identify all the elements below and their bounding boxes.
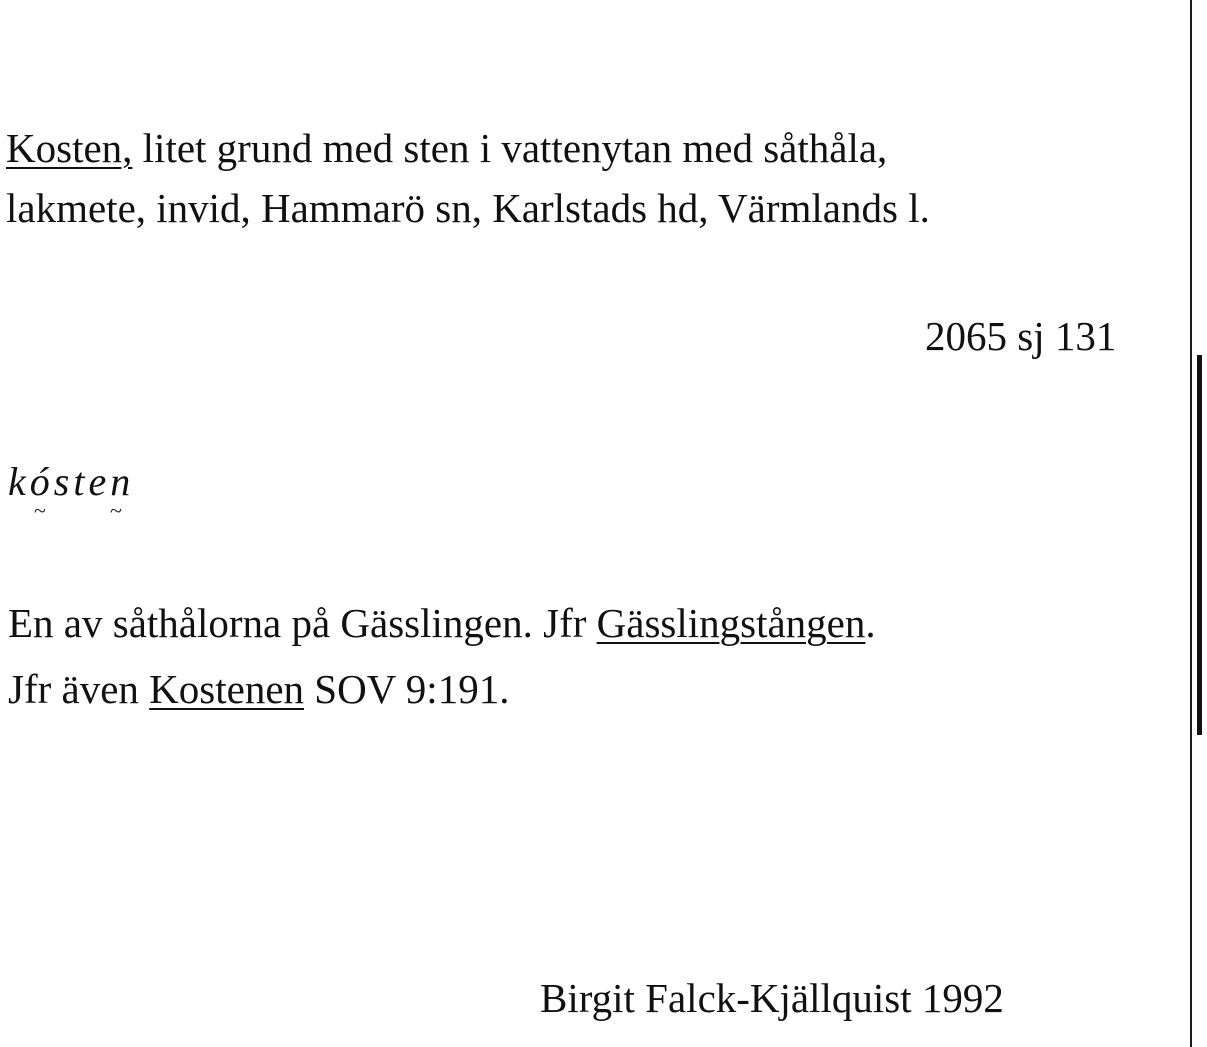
signature: Birgit Falck-Kjällquist 1992 bbox=[540, 975, 1004, 1021]
entry-line-2: lakmete, invid, Hammarö sn, Karlstads hd, Värmlands l. bbox=[6, 185, 930, 231]
pronunciation bbox=[8, 459, 135, 504]
note-text: . bbox=[865, 600, 876, 646]
reference-code: 2065 sj 131 bbox=[925, 313, 1117, 359]
headword: Kosten, bbox=[6, 125, 133, 171]
cross-reference-link[interactable]: Kostenen bbox=[149, 666, 305, 712]
note-line-1 bbox=[8, 600, 876, 646]
pronunciation-tail: en bbox=[88, 459, 135, 504]
entry-definition-part-1: litet grund med sten i vattenytan med såthåla, bbox=[132, 125, 888, 171]
note-text: En av såthålorna på Gässlingen. Jfr bbox=[8, 600, 597, 646]
card-edge-shadow bbox=[1197, 355, 1202, 735]
note-text: SOV 9:191. bbox=[304, 666, 510, 712]
note-text: Jfr även bbox=[8, 666, 150, 712]
entry-line-1 bbox=[6, 125, 888, 171]
cross-reference-link[interactable]: Gässlingstången bbox=[596, 600, 866, 646]
card-edge bbox=[1190, 0, 1192, 1047]
note-line-2 bbox=[8, 666, 510, 712]
tilde-mark: ~ bbox=[34, 498, 46, 523]
tilde-mark: ~ bbox=[110, 498, 122, 523]
pronunciation-head: kóst bbox=[8, 459, 89, 504]
